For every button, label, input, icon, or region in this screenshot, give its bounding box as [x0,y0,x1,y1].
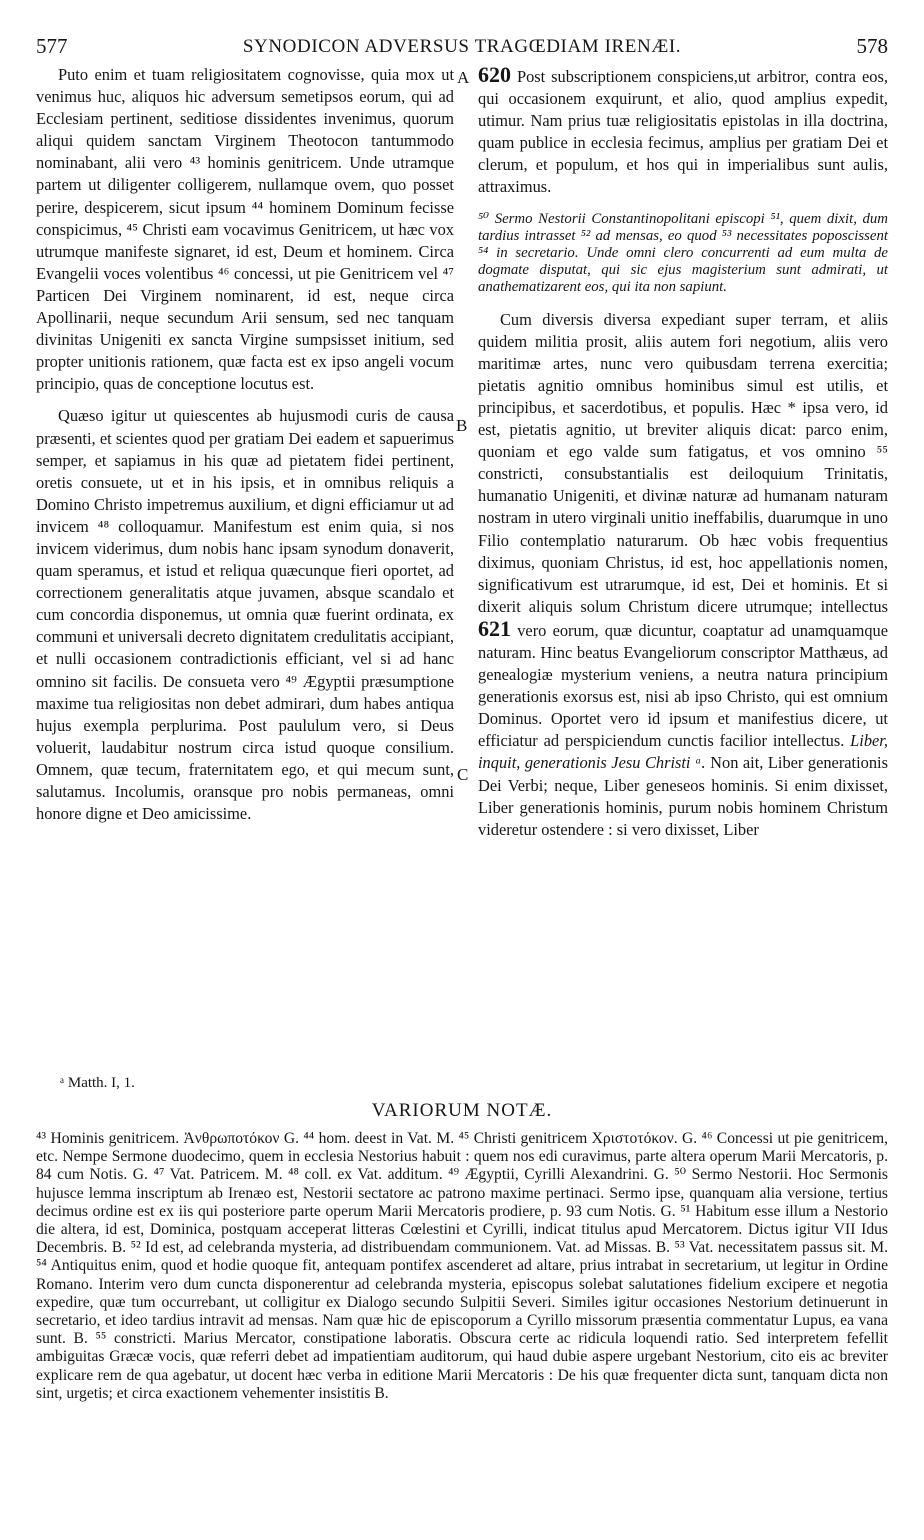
gospel-quote: Liber, inquit, generationis Jesu Christi ᵃ. [478,731,888,773]
right-paragraph-2c: Non ait, Liber generationis Dei Verbi; neque, Liber geneseos hominis. Si enim dixisset, Liber generationis hominis, purum nobis hominem Christum videretur ostendere : si vero dixisset, Liber [478,753,888,839]
left-column [36,64,454,825]
left-paragraph-2: Quæso igitur ut quiescentes ab hujusmodi curis de causa præsenti, et scientes quod per gratiam Dei eadem et sapuerimus semper, et sapiamus in his quæ ad pietatem fidei pertinent, oretis consuete, ut et in his ipsis, et in omnibus reliquis a Domino Christo impetremus auxilium, et digni efficiamur ut ad invicem ⁴⁸ colloquamur. Manifestum est enim quia, si nos invicem viderimus, dum nobis hanc ipsam synodum donaverit, quam speramus, et istud et reliqua quæcunque fieri oportet, ad correctionem generalitatis atque juvamen, absque scandalo et cum concordia disponemus, ut omnia quæ fuerint ordinata, ex communi et universali decreto dignitatem credulitatis accipiant, et nulli occasionem contradictionis efficiant, vel si ad hanc omnino sit facilis. De consueta vero ⁴⁹ Ægyptii præsumptione maxime tua religiositas non debet admirari, dum habes antiqua hujus exempla perplurima. Post paululum vero, si Deus voluerit, laudabitur nostrum circa istud quoque consilium. Omnem, quæ tecum, fraternitatem ego, et qui mecum sunt, salutamus. Incolumis, oransque pro nobis permaneas, omni honore digne et Deo amicissime. [36,406,454,824]
variorum-notes-text: ⁴³ Hominis genitricem. Ἀνθρωποτόκον G. ⁴⁴ hom. deest in Vat. M. ⁴⁵ Christi genitricem Χριστοτόκον. G. ⁴⁶ Concessi ut pie genitricem, etc. Nempe Sermone duodecimo, quem in ecclesia Nestorius habuit : quem nos edi curavimus, parte altera operum Marii Mercatoris, p. 84 cum Notis. G. ⁴⁷ Vat. Patricem. M. ⁴⁸ coll. ex Vat. additum. ⁴⁹ Ægyptii, Cyrilli Alexandrini. G. ⁵⁰ Sermo Nestorii. Hoc Sermonis hujusce lemma inscriptum ab Irenæo est, Nestorii sectatore ac patrono maxime pertinaci. Sermo ipse, quanquam alia versione, tertius decimus ordine est ex iis qui posteriore parte operum Marii Mercatoris prodiere, p. 93 cum Notis. G. ⁵¹ Habitum esse illum a Nestorio die altera, id est, Dominica, postquam acceperat litteras Cœlestini et Cyrilli, indicat titulus apud Mercatorem. Dictus igitur VII Idus Decembris. B. ⁵² Id est, ad celebranda mysteria, ad distribuendam communionem. Vat. ad Missas. B. ⁵³ Vat. necessitatem passus sit. M. ⁵⁴ Antiquitus enim, quod et hodie quoque fit, antequam pontifex ascenderet ad altare, prius intrabat in secretarium, ut legitur in Ordine Romano. Interim vero dum cuncta disponerentur ad celebranda mysteria, episcopus solebat salutationes fidelium excipere et negotia expedire, quæ tum occurrebant, ut colligitur ex Dialogo secundo Sulpitii Severi. Similes igitur occasiones Nestorium detinuerunt in secretario, et ideo tardius intravit ad mensas. Nam quæ hic de episcoporum a Cyrillo missorum præsentia commentatur Lupus, ea vana sunt. B. ⁵⁵ constricti. Marius Mercator, constipatione laboratis. Obscura certe ac ridicula loquendi ratio. Sed interpretem fefellit ambiguitas Græcæ vocis, quæ referri debet ad impatientiam auditorum, qui haud dubie aspere urgebant Nestorium, cito eis ac breviter explicare rem de qua agebatur, ut docent hæc verba in editione Marii Mercatoris : De his quæ frequenter dicta sunt, tanquam dicta non sint, urgetis; et circa exactionem vehementer insistitis B. [36,1130,888,1402]
right-paragraph-2a: Cum diversis diversa expediant super terram, et aliis quidem militia prosit, aliis autem fori negotium, aliis vero maritimæ artes, nunc vero quibusdam terrena exercitia; pietatis agnitio omnibus hominibus simul est utilis, et principibus, et sacerdotibus, et populis. Hæc * ipsa vero, id est, pietatis agnitio, ut breviter aliquis dicat: parco enim, quoniam et ego valde sum fatigatus, et vos omnino ⁵⁵ constricti, consubstantialis est deiloquium Trinitatis, humanatio Unigeniti, et divinæ naturæ ad humanam naturam nostram in utero virginali unitio ineffabilis, duarumque in uno Filio contemplatio naturarum. Ob hæc vobis frequentius diximus, quoniam Christus, id est, hoc appellationis nomen, significativum est utrarumque, id est, Dei et hominis. Et si dixerit aliquis solum Christum dicere utrumque; intellectus [478,309,888,616]
right-paragraph-1 [478,64,888,199]
page-header [36,34,888,64]
running-title: SYNODICON ADVERSUS TRAGŒDIAM IRENÆI. [242,36,682,57]
page-number-left: 577 [36,34,68,58]
right-paragraph-2b: vero eorum, quæ dicuntur, coaptatur ad unamquamque naturam. Hinc beatus Evangeliorum conscriptor Matthæus, ad genealogiæ mysterium veniens, a neutra natura principium generationis exorsus est, nisi ab ipso Christo, qui est omnium Dominus. Oportet vero id ipsum et manifestius dicere, ut efficiatur ad perspiciendum cunctis facilior intellectus. [478,620,888,751]
right-paragraph-2 [478,309,888,841]
section-number-621: 621 [478,615,511,641]
footnote-matthew: ᵃ Matth. I, 1. [60,1075,135,1091]
variorum-notes [36,1130,888,1403]
left-paragraph-1: Puto enim et tuam religiositatem cognovisse, quia mox ut venimus huc, aliquos hic adversum semetipsos eorum, qui ad Ecclesiam pertinent, seditiose dissidentes invenimus, quorum aliqui quidem sanctam Virginem Theotocon tantummodo nominabant, alii vero ⁴³ hominis genitricem. Unde utramque partem ut diligenter colligerem, nullamque ovem, quo posset perire, despicerem, sicut ipsum ⁴⁴ hominem Dominum fecisse conspicimus, ⁴⁵ Christi eam vocavimus Genitricem, ut hæc vox utrumque manifeste signaret, id est, Deum et hominem. Circa Evangelii voces volentibus ⁴⁶ concessi, ut pie Genitricem vel ⁴⁷ Particen Dei Virginem nominarent, id est, neque circa Apollinarii, neque secundum Arii sensum, sed nec tanquam divinitas Unigeniti ex sancta Virgine sumpsisset initium, sed propter unitionis rationem, quæ facta est ex ipso angeli vocum principio, quas de conceptione locutus est. [36,65,454,394]
margin-letter-a: A [457,68,470,87]
margin-letter-b: B [456,416,468,435]
page-number-right: 578 [856,34,888,58]
right-column [478,64,888,841]
variorum-notes-title: VARIORUM NOTÆ. [371,1100,553,1121]
sermo-heading-note: ⁵⁰ Sermo Nestorii Constantinopolitani episcopi ⁵¹, quem dixit, dum tardius intrasset ⁵² ad mensas, eo quod ⁵³ necessitates poposcissent ⁵⁴ in secretario. Unde omni clero concurrenti ad eum multa de dogmate disputat, qui sic ejus magisterium sunt admirati, ut anathematizarent eos, qui ita non sapiunt. [478,210,888,296]
right-paragraph-1-text: Post subscriptionem conspiciens,ut arbitror, contra eos, qui occasionem exquirunt, et alio, quod amplius expedit, utimur. Nam prius tuæ religiositatis epistolas in illa doctrina, quam publice in ecclesia fecimus, amplius per gratiam Dei et clerum, et populum, et hos qui in imperialibus sunt aulis, attraximus. [478,67,888,197]
section-number-620: 620 [478,62,511,87]
margin-letter-c: C [457,765,469,784]
